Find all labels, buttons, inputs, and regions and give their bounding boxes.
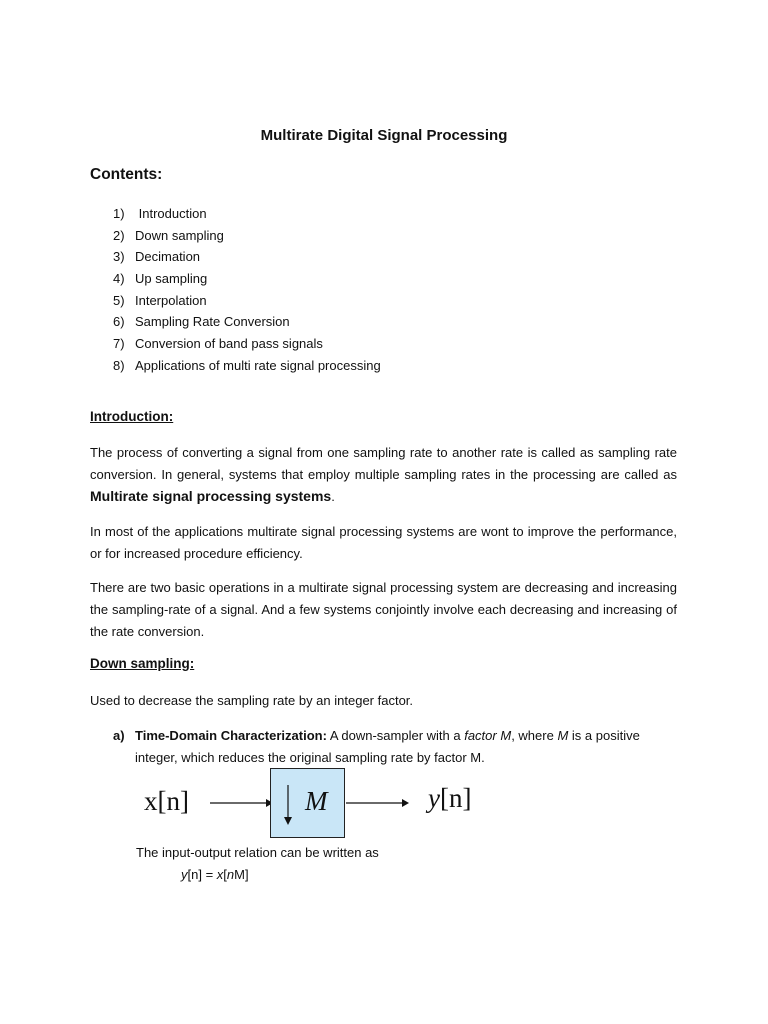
list-number: 7) <box>113 336 125 352</box>
list-label: Introduction <box>135 206 207 221</box>
list-label: Interpolation <box>135 292 207 308</box>
eq-y: y <box>181 867 188 882</box>
item-italic: factor M <box>464 728 512 743</box>
item-italic: M <box>557 728 569 743</box>
downsampler-diagram <box>130 768 500 840</box>
list-item <box>113 225 381 247</box>
down-sampling-paragraph: Used to decrease the sampling rate by an integer factor. <box>90 693 414 708</box>
intro-paragraph-2: In most of the applications multirate signal processing systems are wont to improve the performance, or for increased procedure efficiency. <box>90 524 677 561</box>
eq-sign: = <box>201 867 217 882</box>
eq-close: M] <box>234 867 249 882</box>
list-item <box>113 246 381 268</box>
list-item <box>113 203 381 225</box>
item-text: is a positive integer, which reduces the original sampling rate by factor M. <box>135 728 640 765</box>
eq-n: n <box>226 867 235 882</box>
eq-open: [ <box>223 867 227 882</box>
output-y: y <box>428 783 440 813</box>
contents-heading: Contents: <box>90 166 163 183</box>
list-number: 1) <box>113 206 125 221</box>
list-item <box>113 290 381 312</box>
intro-p1-text: The process of converting a signal from one sampling rate to another rate is called as sampling rate conversion. In general, systems that employ multiple sampling rates in the processing are called as <box>90 445 677 482</box>
list-label: Down sampling <box>135 227 224 243</box>
down-sampling-heading: Down sampling: <box>90 656 195 671</box>
list-number: 3) <box>113 249 125 265</box>
list-number: 6) <box>113 314 125 330</box>
intro-p1-bold: Multirate signal processing systems <box>90 487 332 504</box>
list-number: 5) <box>113 292 125 308</box>
list-label: Decimation <box>135 249 201 265</box>
eq-lhs-arg: [n] <box>187 867 202 882</box>
downsampler-block <box>270 768 345 838</box>
contents-list <box>113 203 381 377</box>
output-signal-label <box>428 783 471 814</box>
list-number: 4) <box>113 271 125 287</box>
item-text: A down-sampler with a <box>326 728 465 743</box>
downsampling-factor: M <box>305 786 328 816</box>
list-label: Sampling Rate Conversion <box>135 314 290 330</box>
io-relation-text: The input-output relation can be written as <box>136 845 379 860</box>
introduction-heading: Introduction: <box>90 409 174 424</box>
list-number: 2) <box>113 227 125 243</box>
eq-x: x <box>216 867 224 882</box>
io-equation <box>181 864 249 886</box>
intro-paragraph-1 <box>90 442 677 507</box>
item-marker: a) <box>113 728 125 743</box>
list-item <box>113 311 381 333</box>
down-arrow-icon <box>283 785 293 825</box>
list-label: Applications of multi rate signal processing <box>135 357 381 373</box>
item-body <box>135 725 677 769</box>
output-arg: [n] <box>439 783 472 813</box>
input-arrow-icon <box>210 796 274 810</box>
item-bold-lead: Time-Domain Characterization: <box>135 728 327 743</box>
intro-p1-end: . <box>331 488 335 504</box>
list-label: Conversion of band pass signals <box>135 336 323 352</box>
page-title: Multirate Digital Signal Processing <box>260 127 508 144</box>
input-signal-label: x[n] <box>144 786 189 816</box>
item-text: , where <box>511 728 558 743</box>
output-arrow-icon <box>346 796 410 810</box>
time-domain-item <box>113 725 677 769</box>
list-item <box>113 355 381 377</box>
list-number: 8) <box>113 357 125 373</box>
list-item <box>113 268 381 290</box>
list-item <box>113 333 381 355</box>
list-label: Up sampling <box>135 271 208 287</box>
intro-paragraph-3: There are two basic operations in a multirate signal processing system are decreasing and increasing the sampling-rate of a signal. And a few systems conjointly involve each decreasing and increasing of the rate conversion. <box>90 580 677 639</box>
